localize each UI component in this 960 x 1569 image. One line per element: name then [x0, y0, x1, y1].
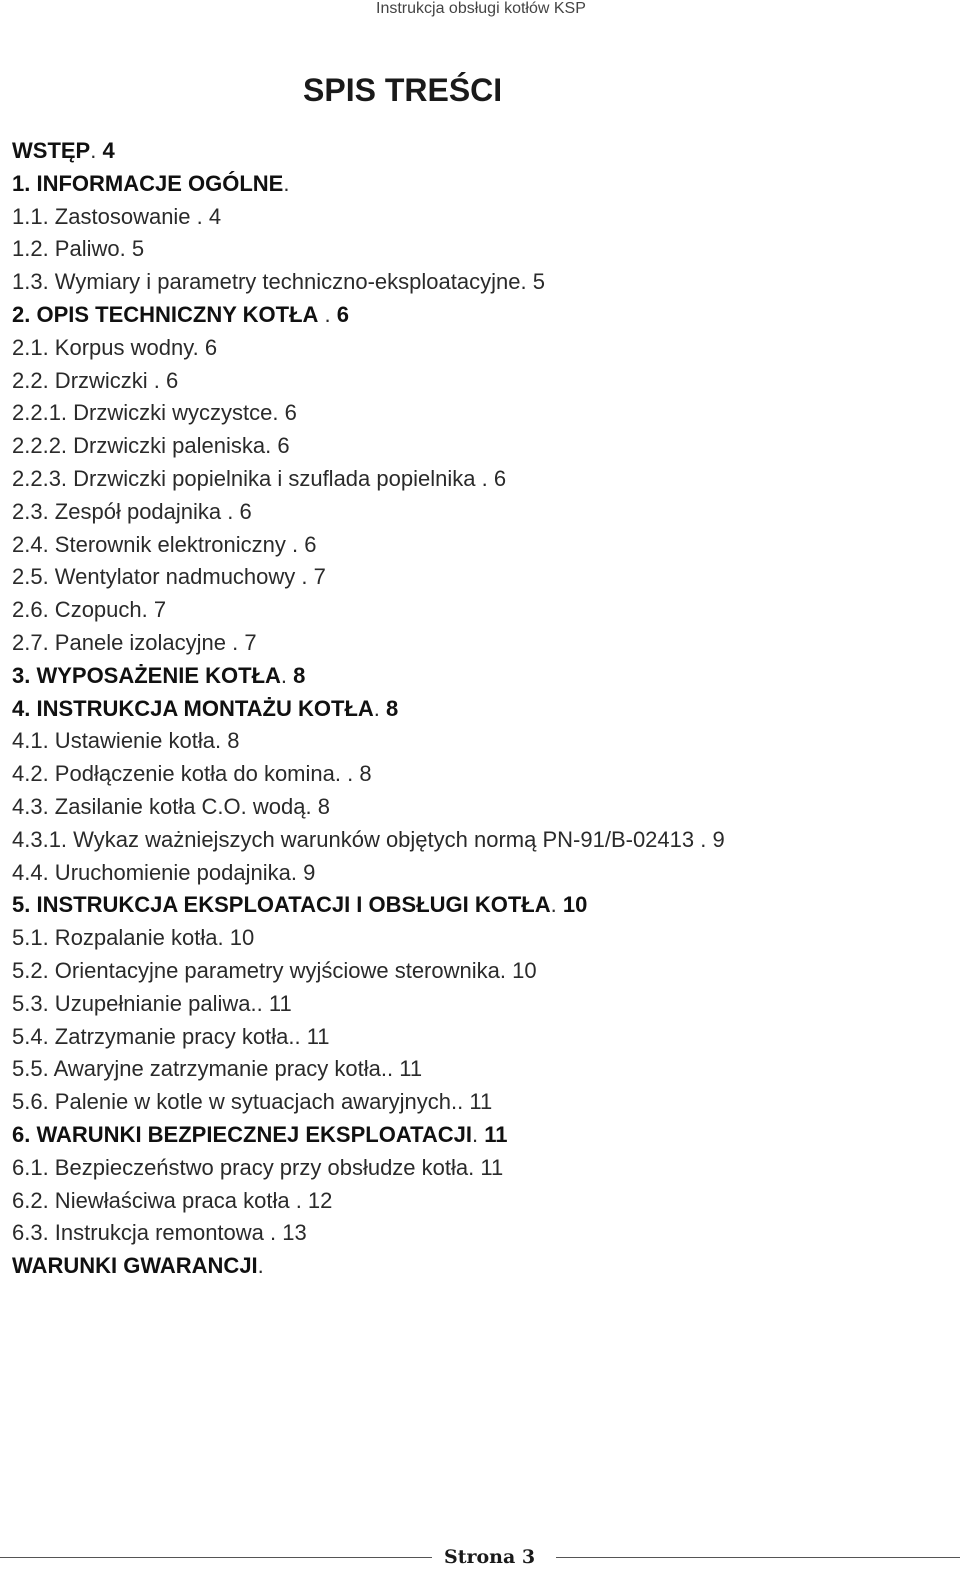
- toc-entry-page-number: 8: [359, 761, 372, 787]
- toc-entry-title: 2.4. Sterownik elektroniczny: [12, 531, 286, 557]
- toc-entry[interactable]: [12, 824, 942, 857]
- toc-entry[interactable]: [12, 561, 942, 594]
- toc-entry-page-number: 9: [303, 859, 316, 885]
- toc-entry-separator: .: [147, 367, 167, 393]
- toc-entry[interactable]: [12, 660, 942, 693]
- toc-entry-title: WARUNKI GWARANCJI: [12, 1253, 258, 1279]
- toc-entry-title: 4.3.1. Wykaz ważniejszych warunków objętych normą PN-91/B-02413: [12, 826, 695, 852]
- toc-entry-separator: .: [217, 925, 230, 951]
- toc-entry-page-number: 11: [469, 1089, 493, 1115]
- footer-rule-left: [0, 1557, 432, 1558]
- toc-entry-separator: .: [373, 695, 386, 721]
- toc-entry-title: 4. INSTRUKCJA MONTAŻU KOTŁA: [12, 695, 374, 721]
- toc-entry[interactable]: [12, 201, 942, 234]
- toc-entry[interactable]: [12, 1119, 942, 1152]
- toc-entry[interactable]: [12, 1250, 942, 1283]
- toc-entry[interactable]: [12, 627, 942, 660]
- toc-entry[interactable]: [12, 693, 942, 726]
- toc-entry-title: 2.2. Drzwiczki: [12, 367, 148, 393]
- toc-entry-separator: .: [340, 761, 360, 787]
- toc-entry-page-number: 6: [336, 301, 349, 327]
- toc-entry-page-number: 6: [166, 367, 179, 393]
- toc-entry-separator: .: [294, 1023, 307, 1049]
- toc-entry-separator: .: [387, 1056, 400, 1082]
- toc-entry-title: 2.5. Wentylator nadmuchowy: [12, 564, 296, 590]
- page-number: Strona 3: [444, 1546, 536, 1568]
- toc-entry-page-number: 4: [102, 138, 115, 163]
- toc-entry-separator: .: [305, 793, 318, 819]
- toc-entry-page-number: 7: [244, 629, 257, 655]
- toc-entry-separator: .: [475, 465, 494, 491]
- toc-entry-page-number: 5: [532, 269, 545, 295]
- toc-entry-page-number: 7: [313, 564, 326, 590]
- toc-entry[interactable]: [12, 758, 942, 791]
- toc-entry-separator: .: [290, 859, 304, 885]
- toc-entry-page-number: 6: [284, 400, 297, 426]
- toc-entry-page-number: 6: [239, 498, 252, 524]
- toc-entry-separator: .: [285, 531, 305, 557]
- toc-entry[interactable]: [12, 955, 942, 988]
- toc-entry[interactable]: [12, 135, 942, 168]
- toc-entry[interactable]: [12, 397, 942, 430]
- toc-entry[interactable]: [12, 365, 942, 398]
- page-title: SPIS TREŚCI: [303, 72, 503, 108]
- toc-entry-page-number: 6: [304, 531, 317, 557]
- toc-entry-title: 3. WYPOSAŻENIE KOTŁA: [12, 662, 281, 688]
- toc-entry[interactable]: [12, 1021, 942, 1054]
- toc-entry-separator: .: [280, 662, 294, 688]
- toc-entry-page-number: 13: [282, 1220, 307, 1246]
- toc-entry-title: 2.6. Czopuch: [12, 597, 142, 623]
- toc-entry-separator: .: [226, 629, 245, 655]
- toc-entry[interactable]: [12, 1185, 942, 1218]
- toc-entry-title: 4.3. Zasilanie kotła C.O. wodą: [12, 793, 306, 819]
- toc-entry-separator: .: [295, 564, 314, 590]
- toc-entry[interactable]: [12, 889, 942, 922]
- toc-entry-separator: .: [468, 1154, 481, 1180]
- toc-entry[interactable]: [12, 496, 942, 529]
- running-header: Instrukcja obsługi kotłów KSP: [376, 0, 586, 17]
- page-footer: [0, 1545, 960, 1569]
- toc-entry-separator: .: [90, 138, 103, 163]
- toc-entry-separator: .: [265, 433, 278, 459]
- toc-entry-page-number: 4: [208, 203, 222, 229]
- toc-entry-title: 5.6. Palenie w kotle w sytuacjach awaryjnych.: [12, 1089, 458, 1115]
- toc-entry-title: 6. WARUNKI BEZPIECZNEJ EKSPLOATACJI: [12, 1121, 473, 1147]
- toc-entry-separator: .: [272, 400, 285, 426]
- toc-entry[interactable]: [12, 1152, 942, 1185]
- toc-entry-page-number: 8: [317, 793, 330, 819]
- toc-entry-title: 5. INSTRUKCJA EKSPLOATACJI I OBSŁUGI KOTŁA: [12, 892, 551, 918]
- toc-entry-separator: .: [520, 269, 533, 295]
- toc-entry-page-number: 11: [306, 1023, 330, 1049]
- toc-entry-title: 4.1. Ustawienie kotła: [12, 728, 215, 754]
- toc-entry-page-number: 11: [268, 990, 292, 1016]
- toc-entry-title: 4.2. Podłączenie kotła do komina.: [12, 761, 341, 787]
- toc-entry-title: 1. INFORMACJE OGÓLNE: [12, 170, 284, 196]
- toc-entry-page-number: 8: [227, 728, 240, 754]
- toc-entry-title: 5.3. Uzupełnianie paliwa.: [12, 990, 257, 1016]
- toc-entry-separator: .: [257, 1253, 264, 1279]
- toc-entry[interactable]: [12, 299, 942, 332]
- table-of-contents: [12, 135, 942, 1283]
- toc-entry-separator: .: [289, 1187, 308, 1213]
- toc-entry-separator: .: [141, 597, 154, 623]
- toc-entry-separator: .: [318, 301, 337, 327]
- toc-entry-page-number: 7: [153, 597, 167, 623]
- toc-entry-title: 6.1. Bezpieczeństwo pracy przy obsłudze kotła: [12, 1154, 469, 1180]
- toc-entry-separator: .: [221, 498, 240, 524]
- toc-entry-separator: .: [472, 1121, 485, 1147]
- toc-entry[interactable]: [12, 529, 942, 562]
- toc-entry-page-number: 9: [712, 826, 725, 852]
- toc-entry-title: 2.2.3. Drzwiczki popielnika i szuflada popielnika: [12, 465, 476, 491]
- toc-entry-title: 4.4. Uruchomienie podajnika: [12, 859, 291, 885]
- toc-entry-separator: .: [457, 1089, 470, 1115]
- toc-entry[interactable]: [12, 857, 942, 890]
- toc-entry-separator: .: [499, 957, 513, 983]
- toc-entry-separator: .: [694, 826, 713, 852]
- toc-entry-page-number: 10: [229, 925, 255, 951]
- toc-entry[interactable]: [12, 430, 942, 463]
- toc-entry[interactable]: [12, 1053, 942, 1086]
- toc-entry-title: 2.2.2. Drzwiczki paleniska: [12, 433, 266, 459]
- toc-entry-title: 6.3. Instrukcja remontowa: [12, 1220, 264, 1246]
- toc-entry-title: 5.1. Rozpalanie kotła: [12, 925, 218, 951]
- toc-entry-separator: .: [119, 236, 132, 262]
- toc-entry-title: 2.2.1. Drzwiczki wyczystce: [12, 400, 273, 426]
- toc-entry-separator: .: [263, 1220, 283, 1246]
- toc-entry-page-number: 6: [204, 334, 218, 360]
- toc-entry-page-number: 11: [399, 1056, 423, 1082]
- toc-entry-page-number: 11: [480, 1154, 504, 1180]
- toc-entry[interactable]: [12, 594, 942, 627]
- toc-entry-title: 5.2. Orientacyjne parametry wyjściowe sterownika: [12, 957, 500, 983]
- toc-entry[interactable]: [12, 266, 942, 299]
- toc-entry-title: 2.1. Korpus wodny: [12, 334, 193, 360]
- toc-entry-separator: .: [283, 170, 290, 196]
- toc-entry-page-number: 8: [386, 695, 399, 721]
- toc-entry-title: WSTĘP: [12, 138, 91, 163]
- toc-entry[interactable]: [12, 168, 942, 201]
- toc-entry-title: 5.4. Zatrzymanie pracy kotła.: [12, 1023, 295, 1049]
- toc-entry-title: 1.1. Zastosowanie: [12, 203, 191, 229]
- toc-entry[interactable]: [12, 463, 942, 496]
- toc-entry-page-number: 11: [484, 1121, 508, 1147]
- toc-entry-separator: .: [550, 892, 563, 918]
- toc-entry-title: 1.3. Wymiary i parametry techniczno-eksploatacyjne: [12, 269, 521, 295]
- toc-entry[interactable]: [12, 725, 942, 758]
- toc-entry-title: 5.5. Awaryjne zatrzymanie pracy kotła.: [12, 1056, 387, 1082]
- toc-entry-page-number: 6: [493, 465, 507, 491]
- toc-entry-separator: .: [256, 990, 269, 1016]
- toc-entry[interactable]: [12, 1217, 942, 1250]
- toc-entry-page-number: 10: [512, 957, 537, 983]
- toc-entry-separator: .: [215, 728, 228, 754]
- toc-entry-page-number: 5: [131, 236, 145, 262]
- toc-entry-page-number: 12: [307, 1187, 333, 1213]
- toc-entry-page-number: 10: [562, 892, 588, 918]
- toc-entry-title: 2.3. Zespół podajnika: [12, 498, 222, 524]
- toc-entry-separator: .: [192, 334, 205, 360]
- footer-rule-right: [556, 1557, 960, 1558]
- toc-entry-title: 6.2. Niewłaściwa praca kotła: [12, 1187, 290, 1213]
- toc-entry-title: 2. OPIS TECHNICZNY KOTŁA: [12, 301, 319, 327]
- toc-entry[interactable]: [12, 791, 942, 824]
- toc-entry-page-number: 8: [293, 662, 306, 688]
- toc-entry[interactable]: [12, 332, 942, 365]
- toc-entry-title: 1.2. Paliwo: [12, 236, 120, 262]
- toc-entry-title: 2.7. Panele izolacyjne: [12, 629, 227, 655]
- toc-entry[interactable]: [12, 922, 942, 955]
- toc-entry[interactable]: [12, 988, 942, 1021]
- toc-entry-page-number: 6: [277, 433, 290, 459]
- toc-entry[interactable]: [12, 233, 942, 266]
- toc-entry[interactable]: [12, 1086, 942, 1119]
- toc-entry-separator: .: [190, 203, 209, 229]
